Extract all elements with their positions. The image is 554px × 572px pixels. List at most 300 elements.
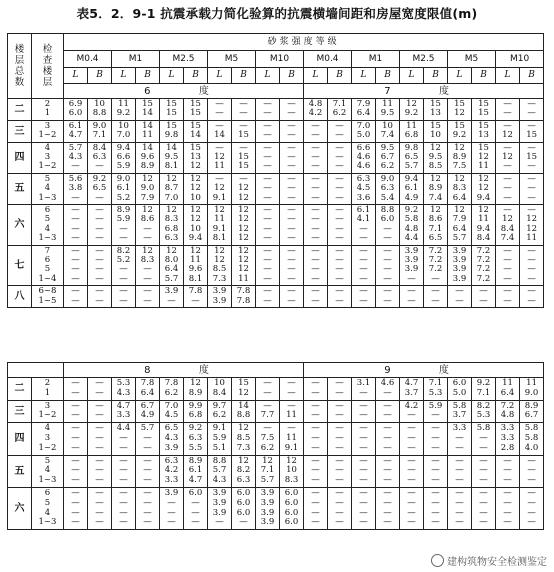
value-cell xyxy=(280,99,304,121)
length-header: L xyxy=(448,68,472,84)
cell-value: — xyxy=(71,400,80,411)
value-cell xyxy=(304,487,328,529)
cell-value: 6.6 xyxy=(356,142,371,153)
check-floor-value: 1~5 xyxy=(38,295,57,306)
cell-value: 15 xyxy=(454,99,465,109)
cell-value: — xyxy=(431,465,440,476)
check-floor-value: 6~8 xyxy=(38,286,57,297)
check-floor-value: 1~3 xyxy=(38,192,57,203)
cell-value: 5.8 xyxy=(404,214,419,225)
cell-value: — xyxy=(335,387,344,398)
cell-value: 3.9 xyxy=(212,497,227,508)
cell-value: — xyxy=(287,142,296,153)
cell-value: — xyxy=(431,455,440,466)
check-floor-value: 1~2 xyxy=(38,410,57,421)
cell-value: 6.4 xyxy=(164,264,179,275)
cell-value: 6.3 xyxy=(188,432,203,443)
cell-value: 7.2 xyxy=(476,254,491,265)
value-cell xyxy=(112,286,136,308)
cell-value: — xyxy=(527,192,536,203)
value-cell xyxy=(88,245,112,286)
cell-value: — xyxy=(167,507,176,518)
cell-value: — xyxy=(479,507,488,518)
cell-value: — xyxy=(119,507,128,518)
cell-value: 7.2 xyxy=(500,400,515,411)
cell-value: — xyxy=(95,192,104,203)
cell-value: 8.3 xyxy=(284,475,299,486)
value-cell xyxy=(376,245,400,286)
cell-value: — xyxy=(263,130,272,141)
value-cell xyxy=(112,204,136,245)
cell-value: — xyxy=(311,465,320,476)
cell-value: — xyxy=(527,99,536,109)
cell-value: 12 xyxy=(214,245,225,256)
cell-value: — xyxy=(503,465,512,476)
cell-value: — xyxy=(263,192,272,203)
cell-value: — xyxy=(335,264,344,275)
cell-value: 10 xyxy=(286,465,297,476)
cell-value: 8.2 xyxy=(476,400,491,411)
cell-value: — xyxy=(455,487,464,498)
cell-value: 5.2 xyxy=(116,254,131,265)
cell-value: — xyxy=(455,286,464,297)
table-row xyxy=(8,423,544,455)
value-cell xyxy=(496,120,520,142)
cell-value: 12 xyxy=(502,214,513,225)
cell-value: 12 xyxy=(142,173,153,184)
value-cell xyxy=(64,173,88,204)
value-cell xyxy=(520,455,544,487)
cell-value: 12 xyxy=(166,245,177,256)
cell-value: — xyxy=(335,286,344,297)
cell-value: 9.1 xyxy=(212,192,227,203)
cell-value: — xyxy=(335,173,344,184)
value-cell xyxy=(352,204,376,245)
cell-value: — xyxy=(383,286,392,297)
value-cell xyxy=(232,400,256,423)
value-cell xyxy=(376,286,400,308)
value-cell xyxy=(208,173,232,204)
cell-value: — xyxy=(359,295,368,306)
cell-value: 7.1 xyxy=(332,99,347,109)
cell-value: 6.7 xyxy=(524,410,539,421)
value-cell xyxy=(184,487,208,529)
cell-value: — xyxy=(95,487,104,498)
value-cell xyxy=(280,423,304,455)
cell-value: 11 xyxy=(238,273,249,284)
cell-value: 7.2 xyxy=(476,273,491,284)
value-cell xyxy=(424,142,448,173)
value-cell xyxy=(160,487,184,529)
cell-value: — xyxy=(263,273,272,284)
cell-value: — xyxy=(287,295,296,306)
value-cell xyxy=(424,245,448,286)
cell-value: 7.9 xyxy=(452,214,467,225)
grade-header: M0.4 xyxy=(64,51,112,68)
cell-value: 6.3 xyxy=(356,173,371,184)
cell-value: 8.3 xyxy=(164,214,179,225)
cell-value: 5.8 xyxy=(452,400,467,411)
cell-value: 6.3 xyxy=(92,151,107,162)
value-cell xyxy=(160,173,184,204)
value-cell xyxy=(88,455,112,487)
cell-value: 12 xyxy=(238,183,249,194)
cell-value: 6.9 xyxy=(68,99,83,109)
cell-value: — xyxy=(287,214,296,225)
cell-value: 14 xyxy=(190,130,201,141)
cell-value: — xyxy=(263,400,272,411)
cell-value: — xyxy=(311,442,320,453)
cell-value: 9.1 xyxy=(212,423,227,434)
cell-value: 6.0 xyxy=(236,487,251,498)
cell-value: 7.8 xyxy=(236,295,251,306)
check-floor-value: 7 xyxy=(44,245,51,256)
cell-value: 8.9 xyxy=(188,455,203,466)
cell-value: 8.1 xyxy=(164,161,179,172)
cell-value: — xyxy=(455,295,464,306)
cell-value: — xyxy=(383,233,392,244)
cell-value: — xyxy=(359,273,368,284)
watermark-text: 建构筑物安全检测鉴定 xyxy=(447,557,547,568)
cell-value: — xyxy=(71,204,80,215)
cell-value: — xyxy=(503,142,512,153)
length-header: L xyxy=(112,68,136,84)
value-cell xyxy=(400,400,424,423)
width-header: B xyxy=(376,68,400,84)
cell-value: 6.0 xyxy=(284,487,299,498)
check-floor-value: 1~3 xyxy=(38,233,57,244)
floors-total-cell: 八 xyxy=(8,286,32,308)
cell-value: 3.9 xyxy=(260,517,275,528)
length-header: L xyxy=(256,68,280,84)
cell-value: — xyxy=(311,432,320,443)
cell-value: 6.2 xyxy=(164,387,179,398)
check-floor-cell xyxy=(32,286,64,308)
value-cell xyxy=(280,286,304,308)
cell-value: — xyxy=(359,264,368,275)
cell-value: — xyxy=(527,204,536,215)
value-cell xyxy=(472,400,496,423)
cell-value: 8.1 xyxy=(212,233,227,244)
cell-value: — xyxy=(71,214,80,225)
cell-value: — xyxy=(527,286,536,297)
cell-value: — xyxy=(95,161,104,172)
cell-value: 9.0 xyxy=(524,387,539,398)
cell-value: 12 xyxy=(262,455,273,466)
value-cell xyxy=(256,204,280,245)
cell-value: — xyxy=(263,204,272,215)
check-floor-value: 1~4 xyxy=(38,273,57,284)
cell-value: 15 xyxy=(478,142,489,153)
cell-value: 4.6 xyxy=(356,161,371,172)
cell-value: 4.7 xyxy=(188,475,203,486)
check-floor-header-text: 检查楼层 xyxy=(42,44,53,88)
cell-value: — xyxy=(311,423,320,434)
cell-value: 11 xyxy=(502,378,513,388)
cell-value: 4.4 xyxy=(116,423,131,434)
cell-value: — xyxy=(479,295,488,306)
value-cell xyxy=(112,378,136,401)
cell-value: — xyxy=(503,192,512,203)
value-cell xyxy=(64,204,88,245)
cell-value: — xyxy=(95,286,104,297)
cell-value: — xyxy=(95,455,104,466)
check-floor-value: 5 xyxy=(44,214,51,225)
cell-value: 6.4 xyxy=(500,387,515,398)
width-header: B xyxy=(232,68,256,84)
cell-value: 3.9 xyxy=(260,507,275,518)
cell-value: 3.9 xyxy=(452,245,467,256)
cell-value: — xyxy=(359,423,368,434)
value-cell xyxy=(400,99,424,121)
value-cell xyxy=(304,400,328,423)
cell-value: — xyxy=(311,475,320,486)
cell-value: 11 xyxy=(526,378,537,388)
cell-value: 12 xyxy=(454,204,465,215)
cell-value: 7.0 xyxy=(356,120,371,131)
check-floor-value: 1~3 xyxy=(38,517,57,528)
cell-value: 4.2 xyxy=(308,108,323,119)
value-cell xyxy=(136,142,160,173)
check-floor-value: 4 xyxy=(44,223,51,234)
cell-value: 3.7 xyxy=(404,387,419,398)
check-floor-value: 2 xyxy=(44,378,51,388)
cell-value: 14 xyxy=(142,108,153,119)
cell-value: — xyxy=(431,475,440,486)
cell-value: 11 xyxy=(526,233,538,244)
value-cell xyxy=(520,245,544,286)
value-cell xyxy=(520,173,544,204)
cell-value: — xyxy=(383,423,392,434)
cell-value: — xyxy=(311,286,320,297)
check-floor-value: 1~2 xyxy=(38,442,57,453)
value-cell xyxy=(328,120,352,142)
cell-value: 6.2 xyxy=(212,410,227,421)
mortar-grade-header: 砂浆强度等级 xyxy=(64,34,544,51)
cell-value: — xyxy=(407,507,416,518)
cell-value: — xyxy=(167,517,176,528)
cell-value: 6.4 xyxy=(140,387,155,398)
cell-value: — xyxy=(95,423,104,434)
value-cell xyxy=(184,378,208,401)
cell-value: — xyxy=(503,286,512,297)
table-row xyxy=(8,286,544,308)
check-floor-value: 4 xyxy=(44,183,51,194)
cell-value: — xyxy=(263,423,272,434)
check-floor-cell xyxy=(32,400,64,423)
value-cell xyxy=(136,455,160,487)
cell-value: 15 xyxy=(166,99,177,109)
value-cell xyxy=(232,455,256,487)
cell-value: — xyxy=(71,387,80,398)
length-header: L xyxy=(160,68,184,84)
value-cell xyxy=(520,378,544,401)
value-cell xyxy=(448,286,472,308)
cell-value: — xyxy=(119,295,128,306)
cell-value: — xyxy=(335,432,344,443)
cell-value: 9.4 xyxy=(188,233,203,244)
cell-value: 12 xyxy=(526,223,538,234)
value-cell xyxy=(328,487,352,529)
value-cell xyxy=(112,423,136,455)
table-row xyxy=(8,378,544,401)
cell-value: — xyxy=(503,264,512,275)
cell-value: 6.3 xyxy=(236,475,251,486)
cell-value: 8.4 xyxy=(212,387,227,398)
cell-value: — xyxy=(215,142,224,153)
cell-value: — xyxy=(335,254,344,265)
cell-value: 14 xyxy=(166,142,177,153)
cell-value: 15 xyxy=(142,99,153,109)
value-cell xyxy=(160,423,184,455)
cell-value: 8.2 xyxy=(116,245,131,256)
intensity-left: 8 度 xyxy=(64,363,304,378)
cell-value: 7.0 xyxy=(116,130,131,141)
value-cell xyxy=(280,400,304,423)
check-floor-cell xyxy=(32,378,64,401)
cell-value: — xyxy=(263,99,272,109)
cell-value: 10 xyxy=(382,120,393,131)
value-cell xyxy=(472,120,496,142)
value-cell xyxy=(496,204,520,245)
cell-value: — xyxy=(263,254,272,265)
cell-value: — xyxy=(383,517,392,528)
cell-value: — xyxy=(287,223,296,234)
value-cell xyxy=(376,142,400,173)
value-cell xyxy=(400,120,424,142)
length-header: L xyxy=(400,68,424,84)
cell-value: — xyxy=(335,130,344,141)
cell-value: 9.5 xyxy=(428,151,443,162)
cell-value: — xyxy=(287,183,296,194)
check-floor-cell xyxy=(32,455,64,487)
cell-value: — xyxy=(359,487,368,498)
value-cell xyxy=(472,423,496,455)
cell-value: 5.7 xyxy=(260,475,275,486)
cell-value: — xyxy=(503,273,512,284)
value-cell xyxy=(448,423,472,455)
cell-value: — xyxy=(383,507,392,518)
value-cell xyxy=(232,204,256,245)
check-floor-value: 5 xyxy=(44,173,51,184)
cell-value: 6.0 xyxy=(380,214,395,225)
cell-value: 5.3 xyxy=(476,410,491,421)
cell-value: 7.1 xyxy=(476,387,491,398)
cell-value: — xyxy=(95,223,104,234)
cell-value: — xyxy=(503,99,512,109)
cell-value: — xyxy=(71,378,80,388)
cell-value: — xyxy=(359,223,368,234)
cell-value: 6.8 xyxy=(404,130,419,141)
value-cell xyxy=(400,378,424,401)
check-floor-value: 1 xyxy=(44,387,51,398)
cell-value: — xyxy=(527,475,536,486)
cell-value: — xyxy=(263,214,272,225)
cell-value: — xyxy=(239,108,248,119)
value-cell xyxy=(352,378,376,401)
value-cell xyxy=(472,455,496,487)
cell-value: 5.1 xyxy=(212,442,227,453)
cell-value: 3.3 xyxy=(164,475,179,486)
cell-value: — xyxy=(71,233,80,244)
cell-value: — xyxy=(359,410,368,421)
cell-value: — xyxy=(335,161,344,172)
width-header: B xyxy=(520,68,544,84)
cell-value: — xyxy=(311,151,320,162)
cell-value: — xyxy=(167,295,176,306)
value-cell xyxy=(304,455,328,487)
cell-value: 4.7 xyxy=(116,400,131,411)
cell-value: — xyxy=(383,465,392,476)
watermark xyxy=(428,552,550,569)
check-floor-value: 4 xyxy=(44,507,51,518)
cell-value: — xyxy=(95,497,104,508)
cell-value: 3.9 xyxy=(452,273,467,284)
cell-value: 7.3 xyxy=(212,273,227,284)
value-cell xyxy=(280,204,304,245)
cell-value: — xyxy=(239,120,248,131)
value-cell xyxy=(184,400,208,423)
grade-header: M1 xyxy=(352,51,400,68)
value-cell xyxy=(328,204,352,245)
cell-value: 15 xyxy=(526,151,538,162)
cell-value: 12 xyxy=(238,192,249,203)
cell-value: 6.1 xyxy=(116,183,131,194)
value-cell xyxy=(424,173,448,204)
cell-value: — xyxy=(119,264,128,275)
cell-value: 6.1 xyxy=(68,120,83,131)
cell-value: 11 xyxy=(478,161,489,172)
cell-value: 6.4 xyxy=(356,108,371,119)
cell-value: 12 xyxy=(190,378,201,388)
cell-value: — xyxy=(455,507,464,518)
cell-value: — xyxy=(479,517,488,528)
value-cell xyxy=(64,455,88,487)
width-header: B xyxy=(472,68,496,84)
cell-value: — xyxy=(359,245,368,256)
value-cell xyxy=(520,99,544,121)
cell-value: — xyxy=(335,233,344,244)
cell-value: 4.2 xyxy=(404,400,419,411)
cell-value: 5.3 xyxy=(428,387,443,398)
value-cell xyxy=(64,142,88,173)
value-cell xyxy=(208,99,232,121)
cell-value: — xyxy=(143,273,152,284)
cell-value: 15 xyxy=(190,142,201,153)
cell-value: 9.2 xyxy=(404,204,419,215)
value-cell xyxy=(304,120,328,142)
value-cell xyxy=(448,142,472,173)
value-cell xyxy=(352,487,376,529)
cell-value: — xyxy=(335,120,344,131)
value-cell xyxy=(424,455,448,487)
value-cell xyxy=(184,99,208,121)
cell-value: — xyxy=(143,295,152,306)
cell-value: 8.8 xyxy=(92,108,107,119)
value-cell xyxy=(208,423,232,455)
value-cell xyxy=(424,400,448,423)
cell-value: — xyxy=(311,455,320,466)
cell-value: — xyxy=(263,233,272,244)
cell-value: 7.8 xyxy=(140,378,155,388)
cell-value: 5.9 xyxy=(116,161,131,172)
value-cell xyxy=(352,245,376,286)
cell-value: 3.9 xyxy=(404,245,419,256)
cell-value: — xyxy=(455,442,464,453)
cell-value: 11 xyxy=(406,120,417,131)
cell-value: — xyxy=(311,273,320,284)
value-cell xyxy=(520,423,544,455)
